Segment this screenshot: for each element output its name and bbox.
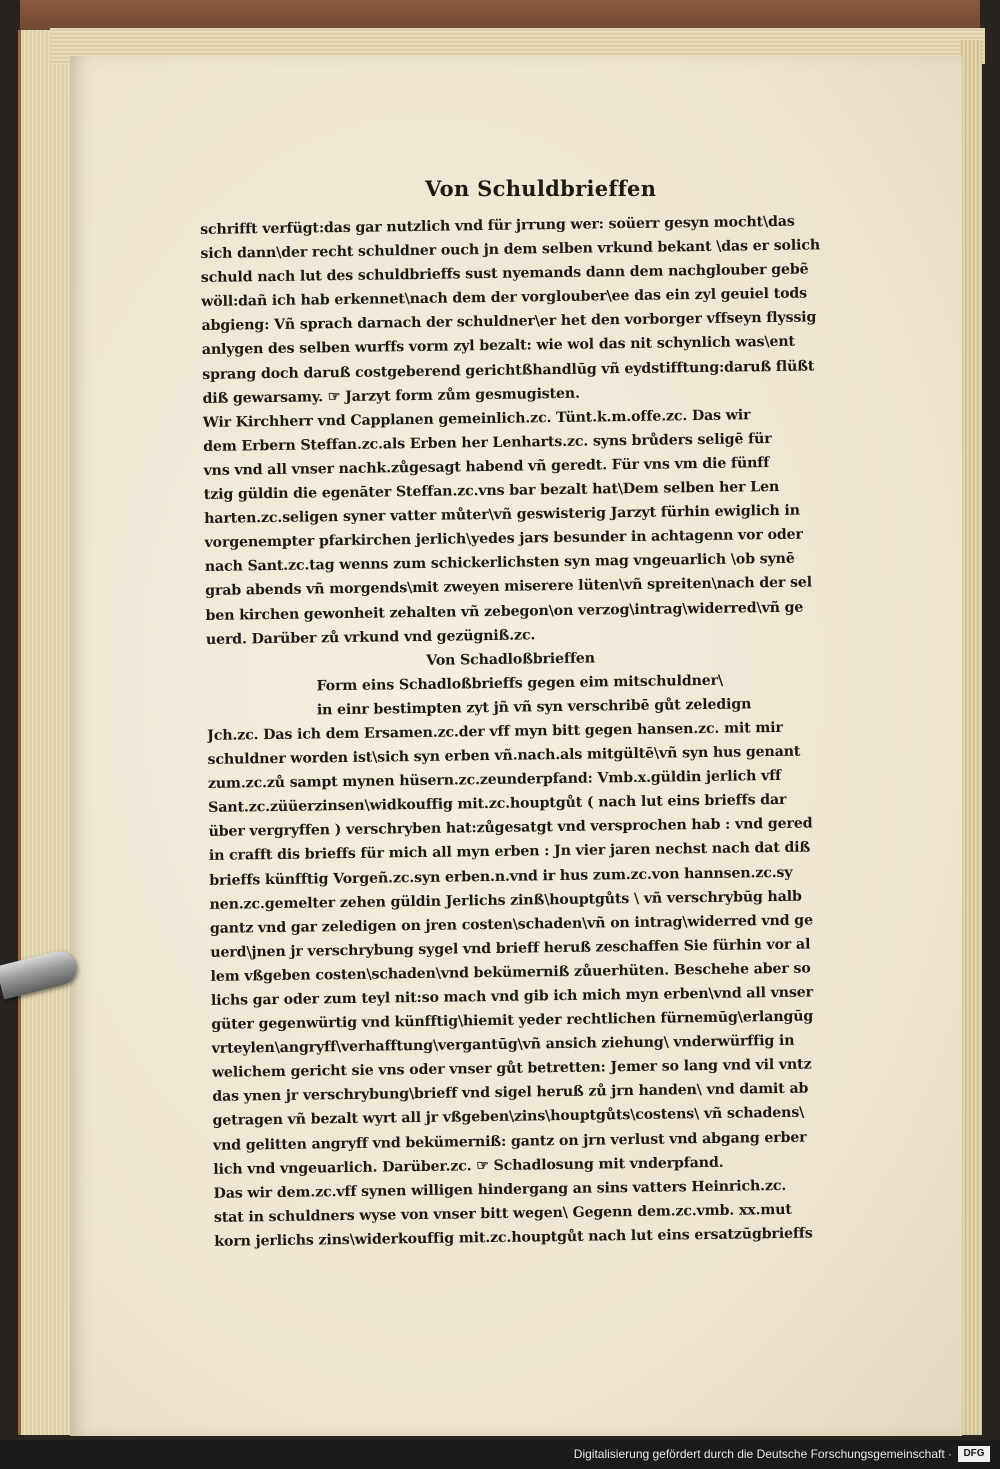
dfg-logo: DFG (958, 1446, 990, 1462)
text-line: ben kirchen gewonheit zehalten vñ zebegon\on verzog\intrag\widerred\vñ ge (205, 599, 804, 624)
text-line: Das wir dem.zc.vff synen willigen hindergang an sins vatters Heinrich.zc. (213, 1177, 787, 1202)
page-edges-right (960, 40, 982, 1435)
text-line: harten.zc.seligen syner vatter můter\vñ geswisterig Jarzyt fürhin ewiglich in (204, 502, 800, 528)
text-line: brieffs künfftig Vorgeñ.zc.syn erben.n.vnd ir hus zum.zc.von hannsen.zc.sy (209, 864, 793, 889)
text-line: dem Erbern Steffan.zc.als Erben her Lenharts.zc. syns brůders seligē für (203, 430, 772, 455)
text-line: welichem gericht sie vns oder vnser gůt betretten: Jemer so lang vnd vil vntz (211, 1056, 812, 1082)
text-line: in crafft dis brieffs für mich all myn erben : Jn vier jaren nechst nach dat diß (208, 839, 811, 865)
running-head: Von Schuldbrieffen (425, 176, 657, 201)
text-line: Form eins Schadloßbrieffs gegen eim mitschuldner\ (316, 672, 724, 695)
text-line: sich dann\der recht schuldner ouch jn dem selben vrkund bekant \das er solich (200, 237, 821, 263)
text-line: Jch.zc. Das ich dem Ersamen.zc.der vff myn bitt gegen hansen.zc. mit mir (207, 719, 783, 744)
text-line: nach Sant.zc.tag wenns zum schickerlichsten syn mag vngeuarlich \ob synē (204, 551, 795, 576)
text-line: sprang doch daruß costgeberend gerichtßhandlūg vñ eydstifftung:daruß flüßt (202, 358, 815, 383)
text-line: über vergryffen ) verschryben hat:zůgesatgt vnd versprochen hab : vnd gered (208, 815, 813, 841)
text-line: Wir Kirchherr vnd Capplanen gemeinlich.zc. Tünt.k.m.offe.zc. Das wir (202, 407, 751, 431)
text-line: nen.zc.gemelter zehen güldin Jerlichs zinß\houptgůts \ vñ verschrybūg halb (209, 888, 802, 913)
text-line: diß gewarsamy. ☞ Jarzyt form zům gesmugisten. (202, 385, 580, 407)
page-text (200, 209, 882, 1254)
text-line: das ynen jr verschrybung\brieff vnd sigel heruß zů jrn handen\ vnd damit ab (212, 1080, 809, 1106)
text-line: uerd\jnen jr verschrybung sygel vnd brieff heruß zeschaffen Sie fürhin vor al (210, 936, 811, 961)
text-line: stat in schuldners wyse von vnser bitt wegen\ Gegenn dem.zc.vmb. xx.mut (213, 1201, 792, 1226)
text-line: vns vnd all vnser nachk.zůgesagt habend vñ geredt. Für vns vm die fünff (203, 455, 770, 479)
text-line: vorgenempter pfarkirchen jerlich\yedes jars besunder in achtagenn vor oder (204, 526, 803, 552)
footer-bar (0, 1440, 1000, 1469)
text-line: tzig güldin die egenāter Steffan.zc.vns bar bezalt hat\Dem selben her Len (203, 478, 780, 504)
text-line: schrifft verfügt:das gar nutzlich vnd für jrrung wer: soüerr gesyn mocht\das (200, 213, 795, 238)
text-line: vrteylen\angryff\verhafftung\vergantūg\vñ ansich ziehung\ vnderwürffig in (211, 1032, 795, 1058)
text-line: vnd gelitten angryff vnd bekümerniß: gantz on jrn verlust vnd abgang erber (212, 1129, 807, 1154)
text-line: zum.zc.zů sampt mynen hüsern.zc.zeunderpfand: Vmb.x.güldin jerlich vff (207, 768, 782, 793)
text-line: grab abends vñ morgends\mit zweyen miserere lüten\vñ spreiten\nach der sel (205, 574, 813, 600)
text-line: lich vnd vngeuarlich. Darüber.zc. ☞ Schadlosung mit vnderpfand. (213, 1154, 724, 1178)
text-line: schuld nach lut des schuldbrieffs sust nyemands dann dem nachglouber gebẽ (200, 261, 809, 287)
text-line: getragen vñ bezalt wyrt all jr vßgeben\zins\houptgůts\costens\ vñ schadens\ (212, 1105, 805, 1130)
text-line: lem vßgeben costen\schaden\vnd bekümerniß zůuerhüten. Beschehe aber so (210, 960, 811, 985)
text-line: wöll:dañ ich hab erkennet\nach dem der vorglouber\ee das ein zyl geuiel tods (201, 285, 808, 311)
funding-credit: Digitalisierung gefördert durch die Deutsche Forschungsgemeinschaft · (573, 1447, 952, 1461)
text-line: in einr bestimpten zyt jñ vñ syn verschribē gůt zeledign (316, 696, 752, 719)
text-line: korn jerlichs zins\widerkouffig mit.zc.houptgůt nach lut eins ersatzūgbrieffs (214, 1225, 813, 1250)
text-line: abgieng: Vñ sprach darnach der schuldner\er het den vorborger vffseyn flyssig (201, 309, 817, 335)
text-line: uerd. Darüber zů vrkund vnd gezügniß.zc. (205, 626, 536, 648)
text-line: güter gegenwürtig vnd künfftig\hiemit yeder rechtlichen fürnemūg\erlangūg (211, 1008, 814, 1034)
text-line: Sant.zc.züüerzinsen\widkouffig mit.zc.houptgůt ( nach lut eins brieffs dar (208, 792, 787, 817)
text-line: schuldner worden ist\sich syn erben vñ.nach.als mitgültē\vñ syn hus genant (207, 743, 801, 769)
text-line: anlygen des selben wurffs vorm zyl bezalt: wie wol das nit schynlich was\ent (201, 334, 795, 359)
text-line: lichs gar oder zum teyl nit:so mach vnd gib ich mich myn erben\vnd all vnser (210, 984, 814, 1009)
text-line: Von Schadloßbrieffen (426, 650, 596, 669)
text-line: gantz vnd gar zeledigen on jren costen\schaden\vñ on intrag\widerred vnd ge (209, 912, 814, 937)
